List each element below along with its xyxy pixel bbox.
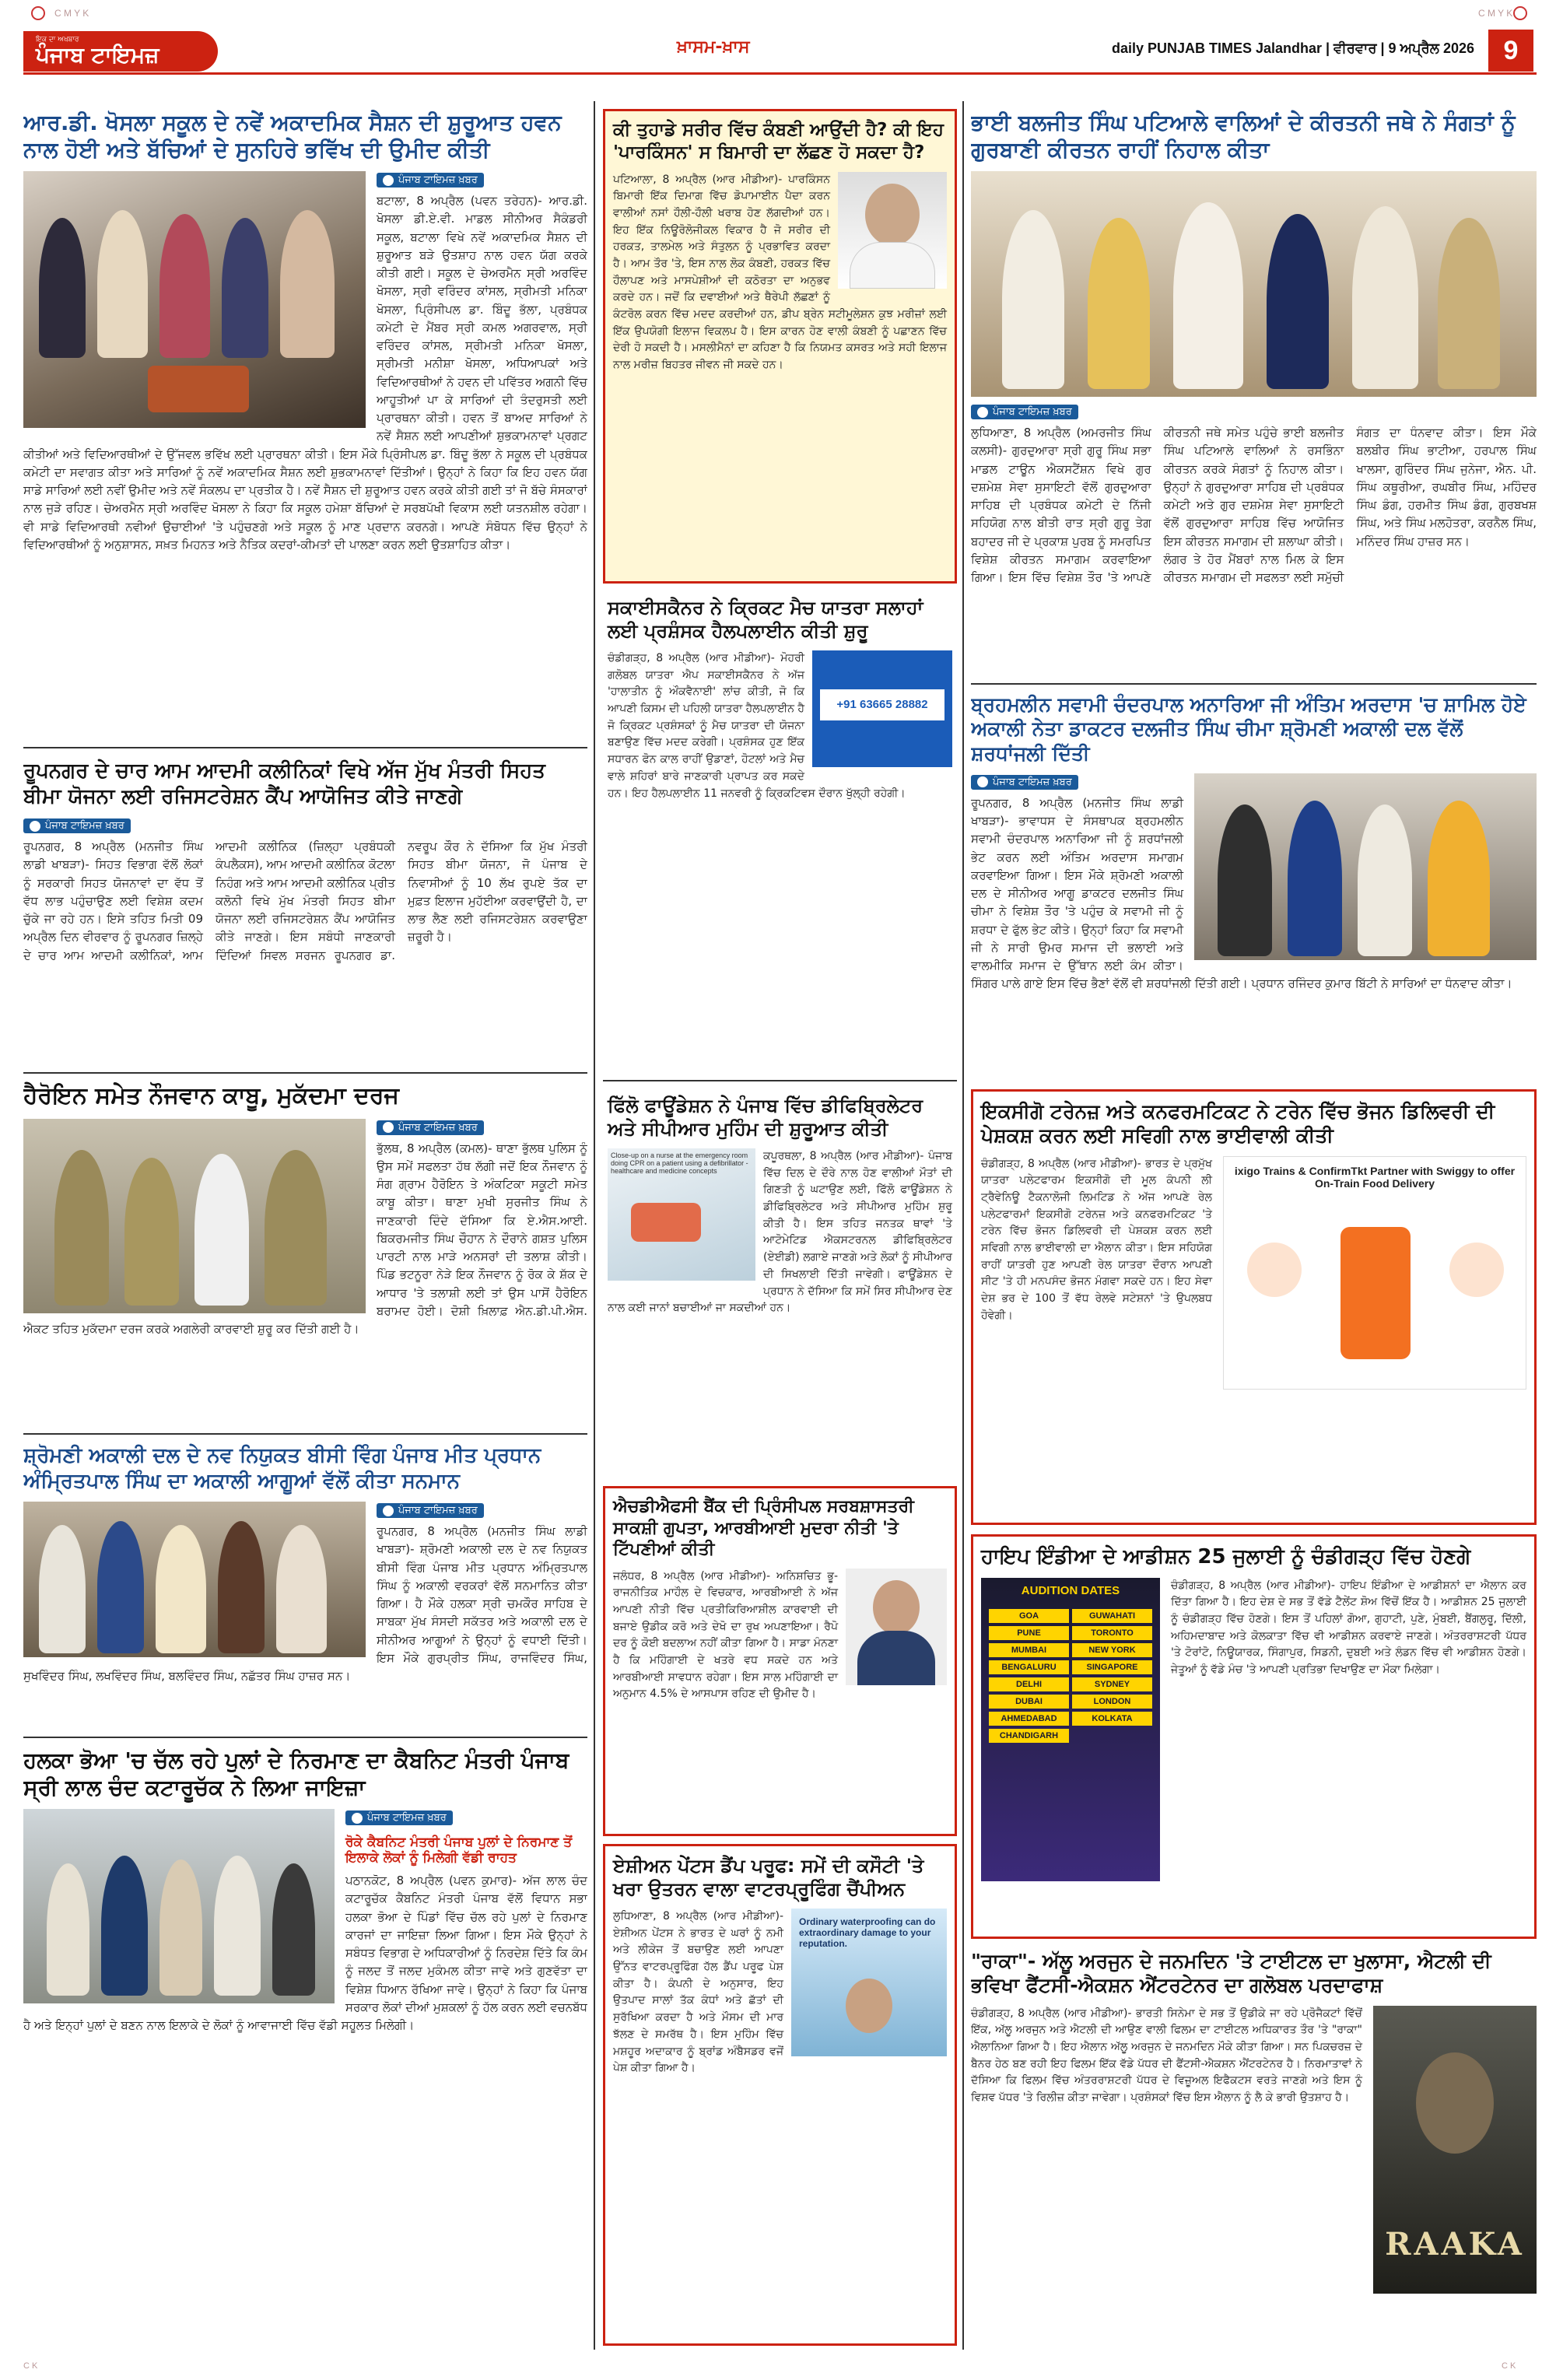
story-parkinson-body: ਪਟਿਆਲਾ, 8 ਅਪ੍ਰੈਲ (ਆਰ ਮੀਡੀਆ)- ਪਾਰਕਿੰਸਨ ਬਿਮਾਰੀ ਇੱਕ ਦਿਮਾਗ ਵਿੱਚ ਡੋਪਾਮਾਈਨ ਪੈਦਾ ਕਰਨ ਵਾਲੀਆਂ ਨਸਾਂ ਹੌਲੀ-ਹੌਲੀ ਖਰਾਬ ਹੋਣ ਲੱਗਦੀਆਂ ਹਨ। ਇਹ ਇੱਕ ਨਿਊਰੋਲੋਜੀਕਲ ਵਿਕਾਰ ਹੈ ਜੋ ਸਰੀਰ ਦੀ ਹਰਕਤ, ਤਾਲਮੇਲ ਅਤੇ ਸੰਤੁਲਨ ਨੂੰ ਪ੍ਰਭਾਵਿਤ ਕਰਦਾ ਹੈ। ਆਮ ਤੌਰ 'ਤੇ, ਇਸ ਨਾਲ ਲੋਕ ਕੰਬਣੀ, ਹਰਕਤ ਵਿੱਚ ਹੌਲਾਪਣ ਅਤੇ ਮਾਸਪੇਸ਼ੀਆਂ ਦੀ ਕਠੋਰਤਾ ਦਾ ਅਨੁਭਵ ਕਰਦੇ ਹਨ। ਜਦੋਂ ਕਿ ਦਵਾਈਆਂ ਅਤੇ ਥੈਰੇਪੀ ਲੱਛਣਾਂ ਨੂੰ ਕੰਟਰੋਲ ਕਰਨ ਵਿੱਚ ਮਦਦ ਕਰਦੀਆਂ ਹਨ, ਡੀਪ ਬ੍ਰੇਨ ਸਟੀਮੂਲੇਸ਼ਨ ਕੁਝ ਮਰੀਜ਼ਾਂ ਲਈ ਇੱਕ ਉਪਯੋਗੀ ਇਲਾਜ ਵਿਕਲਪ ਹੈ। ਇਸ ਕਾਰਨ ਹੋਣ ਵਾਲੀ ਕੰਬਣੀ ਨੂੰ ਪਛਾਣਨ ਵਿੱਚ ਦੇਰੀ ਹੋ ਸਕਦੀ ਹੈ। ਮਸਲੀਮੈਨਾਂ ਦਾ ਕਹਿਣਾ ਹੈ ਕਿ ਨਿਯਮਤ ਕਸਰਤ ਅਤੇ ਸਹੀ ਇਲਾਜ ਨਾਲ ਮਰੀਜ਼ ਬਿਹਤਰ ਜੀਵਨ ਜੀ ਸਕਦੇ ਹਨ। [613, 173, 947, 372]
newspaper-logo [23, 31, 218, 72]
hype-ad-title: AUDITION DATES [1021, 1583, 1120, 1597]
hype-city-mumbai: MUMBAI [989, 1643, 1069, 1657]
cmyk-tag-bottom-right: C K [1502, 2361, 1516, 2371]
story-tribute-body: ਰੂਪਨਗਰ, 8 ਅਪ੍ਰੈਲ (ਮਨਜੀਤ ਸਿੰਘ ਲਾਡੀ ਖਾਬੜਾ)- ਭਾਵਾਧਸ ਦੇ ਸੰਸਥਾਪਕ ਬ੍ਰਹਮਲੀਨ ਸਵਾਮੀ ਚੰਦਰਪਾਲ ਅਨਾਰਿਆ ਜੀ ਨੂੰ ਸ਼ਰਧਾਂਜਲੀ ਭੇਟ ਕਰਨ ਲਈ ਅੰਤਿਮ ਅਰਦਾਸ ਸਮਾਗਮ ਕਰਵਾਇਆ ਗਿਆ। ਇਸ ਮੌਕੇ ਸ਼੍ਰੋਮਣੀ ਅਕਾਲੀ ਦਲ ਦੇ ਸੀਨੀਅਰ ਆਗੂ ਡਾਕਟਰ ਦਲਜੀਤ ਸਿੰਘ ਚੀਮਾ ਨੇ ਵਿਸ਼ੇਸ਼ ਤੌਰ 'ਤੇ ਪਹੁੰਚ ਕੇ ਸਵਾਮੀ ਜੀ ਨੂੰ ਸ਼ਰਧਾ ਦੇ ਫੁੱਲ ਭੇਟ ਕੀਤੇ। ਉਨ੍ਹਾਂ ਕਿਹਾ ਕਿ ਸਵਾਮੀ ਜੀ ਨੇ ਸਾਰੀ ਉਮਰ ਸਮਾਜ ਦੀ ਭਲਾਈ ਅਤੇ ਵਾਲਮੀਕਿ ਸਮਾਜ ਦੇ ਉੱਥਾਨ ਲਈ ਕੰਮ ਕੀਤਾ। ਸਿੰਗਰ ਪਾਲੇ ਗਾਏ ਇਸ ਵਿੱਚ ਭੈਣਾਂ ਵੱਲੋਂ ਵੀ ਸ਼ਰਧਾਂਜਲੀ ਦਿੱਤੀ ਗਈ। ਪ੍ਰਧਾਨ ਰਜਿੰਦਰ ਕੁਮਾਰ ਬਿੱਟੀ ਨੇ ਸਾਰਿਆਂ ਦਾ ਧੰਨਵਾਦ ਕੀਤਾ। [971, 795, 1512, 991]
story-tribute [971, 692, 1537, 1081]
story-heroin-byline: ਪੰਜਾਬ ਟਾਇਮਜ਼ ਖ਼ਬਰ [377, 1120, 484, 1135]
story-akali-bc-byline: ਪੰਜਾਬ ਟਾਇਮਜ਼ ਖ਼ਬਰ [377, 1503, 484, 1518]
story-school-byline: ਪੰਜਾਬ ਟਾਇਮਜ਼ ਖ਼ਬਰ [377, 173, 484, 188]
story-bridges-headline: ਹਲਕਾ ਭੋਆ 'ਚ ਚੱਲ ਰਹੇ ਪੁਲਾਂ ਦੇ ਨਿਰਮਾਣ ਦਾ ਕੈਬਨਿਟ ਮੰਤਰੀ ਪੰਜਾਬ ਸ੍ਰੀ ਲਾਲ ਚੰਦ ਕਟਾਰੂਚੱਕ ਨੇ ਲਿਆ ਜਾਇਜ਼ਾ [23, 1747, 569, 1800]
story-school-body: ਬਟਾਲਾ, 8 ਅਪ੍ਰੈਲ (ਪਵਨ ਤਰੇਹਨ)- ਆਰ.ਡੀ. ਖੋਸਲਾ ਡੀ.ਏ.ਵੀ. ਮਾਡਲ ਸੀਨੀਅਰ ਸੈਕੰਡਰੀ ਸਕੂਲ, ਬਟਾਲਾ ਵਿਖੇ ਨਵੇਂ ਅਕਾਦਮਿਕ ਸੈਸ਼ਨ ਦੀ ਸ਼ੁਰੂਆਤ ਬੜੇ ਉਤਸ਼ਾਹ ਨਾਲ ਹਵਨ ਯੱਗ ਕਰਕੇ ਕੀਤੀ ਗਈ। ਸਕੂਲ ਦੇ ਚੇਅਰਮੈਨ ਸ੍ਰੀ ਅਰਵਿੰਦ ਖੋਸਲਾ, ਸ੍ਰੀ ਵਰਿੰਦਰ ਕਾਂਸਲ, ਸ੍ਰੀਮਤੀ ਮਨਿਕਾ ਖੋਸਲਾ, ਪ੍ਰਿੰਸੀਪਲ ਡਾ. ਬਿੰਦੂ ਭੱਲਾ, ਪ੍ਰਬੰਧਕ ਕਮੇਟੀ ਦੇ ਮੈਂਬਰ ਸ੍ਰੀ ਕਮਲ ਅਗਰਵਾਲ, ਸ੍ਰੀ ਵਰਿੰਦਰ ਕਾਂਸਲ, ਸ੍ਰੀਮਤੀ ਮਨਿਕਾ ਖੋਸਲਾ, ਸ੍ਰੀਮਤੀ ਮਨੀਸ਼ਾ ਖੋਸਲਾ, ਅਧਿਆਪਕਾਂ ਅਤੇ ਵਿਦਿਆਰਥੀਆਂ ਨੇ ਹਵਨ ਦੀ ਪਵਿੱਤਰ ਅਗਨੀ ਵਿੱਚ ਆਹੂਤੀਆਂ ਪਾ ਕੇ ਸਾਰਿਆਂ ਦੀ ਤੰਦਰੁਸਤੀ ਲਈ ਪ੍ਰਾਰਥਨਾ ਕੀਤੀ। ਹਵਨ ਤੋਂ ਬਾਅਦ ਸਾਰਿਆਂ ਨੇ ਨਵੇਂ ਸੈਸ਼ਨ ਲਈ ਆਪਣੀਆਂ ਸ਼ੁਭਕਾਮਨਾਵਾਂ ਪ੍ਰਗਟ ਕੀਤੀਆਂ ਅਤੇ ਵਿਦਿਆਰਥੀਆਂ ਦੇ ਉੱਜਵਲ ਭਵਿੱਖ ਲਈ ਪ੍ਰਾਰਥਨਾ ਕੀਤੀ। ਇਸ ਮੌਕੇ ਪ੍ਰਿੰਸੀਪਲ ਡਾ. ਬਿੰਦੂ ਭੱਲਾ ਨੇ ਸਕੂਲ ਦੀ ਪ੍ਰਬੰਧਕ ਕਮੇਟੀ ਦਾ ਸਵਾਗਤ ਕੀਤਾ ਅਤੇ ਸਾਰਿਆਂ ਨੂੰ ਨਵੇਂ ਅਕਾਦਮਿਕ ਸੈਸ਼ਨ ਲਈ ਸ਼ੁਭਕਾਮਨਾਵਾਂ ਦਿੱਤੀਆਂ। ਉਨ੍ਹਾਂ ਨੇ ਕਿਹਾ ਕਿ ਇਹ ਹਵਨ ਯੱਗ ਸਾਡੇ ਸਾਰਿਆਂ ਲਈ ਨਵੀਂ ਉਮੀਦ ਅਤੇ ਨਵੇਂ ਸੰਕਲਪ ਦਾ ਪ੍ਰਤੀਕ ਹੈ। ਨਵੇਂ ਸੈਸ਼ਨ ਦੀ ਸ਼ੁਰੂਆਤ ਹਵਨ ਕਰਕੇ ਕੀਤੀ ਗਈ ਤਾਂ ਜੋ ਬੱਚੇ ਸੰਸਕਾਰਾਂ ਨਾਲ ਜੁੜੇ ਰਹਿਣ। ਚੇਅਰਮੈਨ ਸ੍ਰੀ ਅਰਵਿੰਦ ਖੋਸਲਾ ਨੇ ਕਿਹਾ ਕਿ ਸਕੂਲ ਹਮੇਸ਼ਾ ਬੱਚਿਆਂ ਦੇ ਸਰਬਪੱਖੀ ਵਿਕਾਸ ਲਈ ਯਤਨਸ਼ੀਲ ਰਹੇਗਾ। ਵੀ ਸਾਡੇ ਵਿਦਿਆਰਥੀ ਨਵੀਆਂ ਉਚਾਈਆਂ 'ਤੇ ਪਹੁੰਚਣਗੇ ਅਤੇ ਸਕੂਲ ਨੂੰ ਮਾਣ ਪ੍ਰਦਾਨ ਕਰਨਗੇ। ਆਪਣੇ ਸੰਬੋਧਨ ਵਿੱਚ ਉਨ੍ਹਾਂ ਨੇ ਵਿਦਿਆਰਥੀਆਂ ਨੂੰ ਅਨੁਸ਼ਾਸਨ, ਸਖ਼ਤ ਮਿਹਨਤ ਅਤੇ ਨੈਤਿਕ ਕਦਰਾਂ-ਕੀਮਤਾਂ ਦੀ ਪਾਲਣਾ ਕਰਨ ਲਈ ਉਤਸ਼ਾਹਿਤ ਕੀਤਾ। [23, 194, 587, 552]
story-ixigo [971, 1089, 1537, 1525]
story-raaka-headline: "ਰਾਕਾ"- ਅੱਲੂ ਅਰਜੁਨ ਦੇ ਜਨਮਦਿਨ 'ਤੇ ਟਾਈਟਲ ਦਾ ਖੁਲਾਸਾ, ਐਟਲੀ ਦੀ ਭਵਿਖਾ ਫੈਂਟਸੀ-ਐਕਸ਼ਨ ਐਂਟਰਟੇਨਰ ਦਾ ਗਲੋਬਲ ਪਰਦਾਫਾਸ਼ [971, 1950, 1491, 1997]
hype-city-new-york: NEW YORK [1072, 1643, 1152, 1657]
hype-city-list [989, 1609, 1152, 1743]
story-heroin-headline: ਹੈਰੋਇਨ ਸਮੇਤ ਨੌਜਵਾਨ ਕਾਬੂ, ਮੁਕੱਦਮਾ ਦਰਜ [23, 1082, 400, 1109]
story-heroin [23, 1081, 587, 1428]
rule-akali-bc [23, 1737, 587, 1738]
story-akali-bc [23, 1443, 587, 1731]
story-bridges-photo [23, 1809, 335, 2003]
story-tribute-byline: ਪੰਜਾਬ ਟਾਇਮਜ਼ ਖ਼ਬਰ [971, 775, 1078, 790]
story-hdfc-photo [846, 1569, 947, 1685]
rule-scanner [603, 1080, 957, 1081]
cmyk-tag-left: C M Y K [54, 8, 89, 19]
story-raaka [971, 1949, 1537, 2346]
story-school-headline: ਆਰ.ਡੀ. ਖੋਸਲਾ ਸਕੂਲ ਦੇ ਨਵੇਂ ਅਕਾਦਮਿਕ ਸੈਸ਼ਨ ਦੀ ਸ਼ੁਰੂਆਤ ਹਵਨ ਨਾਲ ਹੋਈ ਅਤੇ ਬੱਚਿਆਂ ਦੇ ਸੁਨਹਿਰੇ ਭਵਿੱਖ ਦੀ ਉਮੀਦ ਕੀਤੀ [23, 110, 562, 163]
story-ixigo-headline: ਇਕਸੀਗੋ ਟਰੇਨਜ਼ ਅਤੇ ਕਨਫਰਮਟਿਕਟ ਨੇ ਟਰੇਨ ਵਿੱਚ ਭੋਜਨ ਡਿਲਿਵਰੀ ਦੀ ਪੇਸ਼ਕਸ਼ ਕਰਨ ਲਈ ਸਵਿਗੀ ਨਾਲ ਭਾਈਵਾਲੀ ਕੀਤੀ [981, 1100, 1495, 1148]
hype-city-delhi: DELHI [989, 1677, 1069, 1691]
story-kirtan-body: ਲੁਧਿਆਣਾ, 8 ਅਪ੍ਰੈਲ (ਅਮਰਜੀਤ ਸਿੰਘ ਕਲਸੀ)- ਗੁਰਦੁਆਰਾ ਸ੍ਰੀ ਗੁਰੂ ਸਿੰਘ ਸਭਾ ਮਾਡਲ ਟਾਊਨ ਐਕਸਟੈਂਸ਼ਨ ਵਿਖੇ ਗੁਰ ਦਸ਼ਮੇਸ਼ ਸੇਵਾ ਸੁਸਾਇਟੀ ਵੱਲੋਂ ਗੁਰਦੁਆਰਾ ਸਾਹਿਬ ਦੀ ਪ੍ਰਬੰਧਕ ਕਮੇਟੀ ਦੇ ਨਿੱਜੀ ਸਹਿਯੋਗ ਨਾਲ ਬੀਤੀ ਰਾਤ ਸ੍ਰੀ ਗੁਰੂ ਤੇਗ ਬਹਾਦਰ ਜੀ ਦੇ ਪ੍ਰਕਾਸ਼ ਪੁਰਬ ਨੂੰ ਸਮਰਪਿਤ ਵਿਸ਼ੇਸ਼ ਕੀਰਤਨ ਸਮਾਗਮ ਕਰਵਾਇਆ ਗਿਆ। ਇਸ ਵਿੱਚ ਵਿਸ਼ੇਸ਼ ਤੌਰ 'ਤੇ ਆਪਣੇ ਕੀਰਤਨੀ ਜਥੇ ਸਮੇਤ ਪਹੁੰਚੇ ਭਾਈ ਬਲਜੀਤ ਸਿੰਘ ਪਟਿਆਲੇ ਵਾਲਿਆਂ ਨੇ ਰਸਭਿੰਨਾ ਕੀਰਤਨ ਕਰਕੇ ਸੰਗਤਾਂ ਨੂੰ ਨਿਹਾਲ ਕੀਤਾ। ਉਨ੍ਹਾਂ ਨੇ ਗੁਰਦੁਆਰਾ ਸਾਹਿਬ ਦੀ ਪ੍ਰਬੰਧਕ ਕਮੇਟੀ ਅਤੇ ਗੁਰ ਦਸ਼ਮੇਸ਼ ਸੇਵਾ ਸੁਸਾਇਟੀ ਵੱਲੋਂ ਗੁਰਦੁਆਰਾ ਸਾਹਿਬ ਵਿੱਚ ਆਯੋਜਿਤ ਇਸ ਕੀਰਤਨ ਸਮਾਗਮ ਦੀ ਸ਼ਲਾਘਾ ਕੀਤੀ। ਲੰਗਰ ਤੇ ਹੋਰ ਮੈਂਬਰਾਂ ਨਾਲ ਮਿਲ ਕੇ ਇਸ ਕੀਰਤਨ ਸਮਾਗਮ ਦੀ ਸਫਲਤਾ ਲਈ ਸਮੁੱਚੀ ਸੰਗਤ ਦਾ ਧੰਨਵਾਦ ਕੀਤਾ। ਇਸ ਮੌਕੇ ਬਲਬੀਰ ਸਿੰਘ ਭਾਟੀਆ, ਹਰਪਾਲ ਸਿੰਘ ਖਾਲਸਾ, ਗੁਰਿੰਦਰ ਸਿੰਘ ਜੁਨੇਜਾ, ਐਨ. ਪੀ. ਸਿੰਘ ਕਥੂਰੀਆ, ਰਘਬੀਰ ਸਿੰਘ, ਮਹਿੰਦਰ ਸਿੰਘ ਡੰਗ, ਹਰਮੀਤ ਸਿੰਘ ਡੰਗ, ਗੁਰਬਖਸ਼ ਸਿੰਘ, ਅਤੇ ਸਿੰਘ ਮਲਹੋਤਰਾ, ਕਰਨੈਲ ਸਿੰਘ, ਮਨਿੰਦਰ ਸਿੰਘ ਹਾਜ਼ਰ ਸਨ। [971, 426, 1537, 584]
story-kirtan-byline: ਪੰਜਾਬ ਟਾਇਮਜ਼ ਖ਼ਬਰ [971, 405, 1078, 419]
story-scanner-photo [812, 650, 952, 767]
story-akali-bc-headline: ਸ਼੍ਰੋਮਣੀ ਅਕਾਲੀ ਦਲ ਦੇ ਨਵ ਨਿਯੁਕਤ ਬੀਸੀ ਵਿੰਗ ਪੰਜਾਬ ਮੀਤ ਪ੍ਰਧਾਨ ਅੰਮ੍ਰਿਤਪਾਲ ਸਿੰਘ ਦਾ ਅਕਾਲੀ ਆਗੂਆਂ ਵੱਲੋਂ ਕੀਤਾ ਸਨਮਾਨ [23, 1444, 541, 1493]
ixigo-ad-title: ixigo Trains & ConfirmTkt Partner with Swiggy to offer On-Train Food Delivery [1234, 1164, 1516, 1190]
hype-city-chandigarh: CHANDIGARH [989, 1729, 1069, 1743]
hype-city-goa: GOA [989, 1609, 1069, 1623]
story-tribute-photo [1194, 773, 1537, 960]
story-hype-india-headline: ਹਾਇਪ ਇੰਡੀਆ ਦੇ ਆਡੀਸ਼ਨ 25 ਜੁਲਾਈ ਨੂੰ ਚੰਡੀਗੜ੍ਹ ਵਿੱਚ ਹੋਣਗੇ [981, 1545, 1471, 1569]
story-asian-paints [603, 1844, 957, 2346]
registration-mark-right [1513, 6, 1527, 20]
rule-heroin [23, 1433, 587, 1435]
story-clinics-body: ਰੂਪਨਗਰ, 8 ਅਪ੍ਰੈਲ (ਮਨਜੀਤ ਸਿੰਘ ਲਾਡੀ ਖਾਬੜਾ)- ਸਿਹਤ ਵਿਭਾਗ ਵੱਲੋਂ ਲੋਕਾਂ ਨੂੰ ਸਰਕਾਰੀ ਸਿਹਤ ਯੋਜਨਾਵਾਂ ਦਾ ਵੱਧ ਤੋਂ ਵੱਧ ਲਾਭ ਪਹੁੰਚਾਉਣ ਲਈ ਵਿਸ਼ੇਸ਼ ਕਦਮ ਚੁੱਕੇ ਜਾ ਰਹੇ ਹਨ। ਇਸੇ ਤਹਿਤ ਮਿਤੀ 09 ਅਪ੍ਰੈਲ ਦਿਨ ਵੀਰਵਾਰ ਨੂੰ ਰੂਪਨਗਰ ਜ਼ਿਲ੍ਹੇ ਦੇ ਚਾਰ ਆਮ ਆਦਮੀ ਕਲੀਨਿਕਾਂ, ਆਮ ਆਦਮੀ ਕਲੀਨਿਕ (ਜ਼ਿਲ੍ਹਾ ਪ੍ਰਬੰਧਕੀ ਕੰਪਲੈਕਸ), ਆਮ ਆਦਮੀ ਕਲੀਨਿਕ ਕੋਟਲਾ ਨਿਹੰਗ ਅਤੇ ਆਮ ਆਦਮੀ ਕਲੀਨਿਕ ਪ੍ਰੀਤ ਕਲੋਨੀ ਵਿਖੇ ਮੁੱਖ ਮੰਤਰੀ ਸਿਹਤ ਬੀਮਾ ਯੋਜਨਾ ਲਈ ਰਜਿਸਟਰੇਸ਼ਨ ਕੈਂਪ ਆਯੋਜਿਤ ਕੀਤੇ ਜਾਣਗੇ। ਇਸ ਸਬੰਧੀ ਜਾਣਕਾਰੀ ਦਿੰਦਿਆਂ ਸਿਵਲ ਸਰਜਨ ਰੂਪਨਗਰ ਡਾ. ਨਵਰੂਪ ਕੌਰ ਨੇ ਦੱਸਿਆ ਕਿ ਮੁੱਖ ਮੰਤਰੀ ਸਿਹਤ ਬੀਮਾ ਯੋਜਨਾ, ਜੋ ਪੰਜਾਬ ਦੇ ਨਿਵਾਸੀਆਂ ਨੂੰ 10 ਲੱਖ ਰੁਪਏ ਤੱਕ ਦਾ ਮੁਫ਼ਤ ਇਲਾਜ ਮੁਹੱਈਆ ਕਰਵਾਉਂਦੀ ਹੈ, ਦਾ ਲਾਭ ਲੈਣ ਲਈ ਰਜਿਸਟਰੇਸ਼ਨ ਕਰਵਾਉਣਾ ਜ਼ਰੂਰੀ ਹੈ। [23, 839, 587, 962]
scanner-phone: +91 63665 28882 [820, 689, 944, 720]
story-hype-india [971, 1534, 1537, 1939]
page-number: 9 [1488, 30, 1533, 72]
story-clinics [23, 759, 587, 1066]
section-title: ਖ਼ਾਸਮ-ਖ਼ਾਸ [677, 37, 750, 57]
story-parkinson-photo [838, 172, 947, 289]
hype-city-london: LONDON [1072, 1695, 1152, 1709]
story-tribute-headline: ਬ੍ਰਹਮਲੀਨ ਸਵਾਮੀ ਚੰਦਰਪਾਲ ਅਨਾਰਿਆ ਜੀ ਅੰਤਿਮ ਅਰਦਾਸ 'ਚ ਸ਼ਾਮਿਲ ਹੋਏ ਅਕਾਲੀ ਨੇਤਾ ਡਾਕਟਰ ਦਲਜੀਤ ਸਿੰਘ ਚੀਮਾ ਸ਼੍ਰੋਮਣੀ ਅਕਾਲੀ ਦਲ ਵੱਲੋਂ ਸ਼ਰਧਾਂਜਲੀ ਦਿੱਤੀ [971, 693, 1526, 765]
hype-city-toronto: TORONTO [1072, 1626, 1152, 1640]
dateline: daily PUNJAB TIMES Jalandhar | ਵੀਰਵਾਰ | 9 ਅਪ੍ਰੈਲ 2026 [1111, 40, 1474, 56]
hype-city-ahmedabad: AHMEDABAD [989, 1712, 1069, 1726]
story-bridges-quote: ਰੋਕੇ ਕੈਬਨਿਟ ਮੰਤਰੀ ਪੰਜਾਬ ਪੁਲਾਂ ਦੇ ਨਿਰਮਾਣ ਤੋਂ ਇਲਾਕੇ ਲੋਕਾਂ ਨੂੰ ਮਿਲੇਗੀ ਵੱਡੀ ਰਾਹਤ [23, 1835, 587, 1866]
rule-kirtan [971, 683, 1537, 685]
cmyk-tag-right: C M Y K [1478, 8, 1513, 19]
story-ixigo-body: ਚੰਡੀਗੜ੍ਹ, 8 ਅਪ੍ਰੈਲ (ਆਰ ਮੀਡੀਆ)- ਭਾਰਤ ਦੇ ਪ੍ਰਮੁੱਖ ਯਾਤਰਾ ਪਲੇਟਫਾਰਮ ਇਕਸੀਗੋ ਦੀ ਮੂਲ ਕੰਪਨੀ ਲੀ ਟ੍ਰੈਵੇਨਿਊ ਟੈਕਨਾਲੋਜੀ ਲਿਮਟਿਡ ਨੇ ਅੱਜ ਆਪਣੇ ਰੇਲ ਪਲੇਟਫਾਰਮਾਂ ਇਕਸੀਗੋ ਟਰੇਨਜ਼ ਅਤੇ ਕਨਫਰਮਟਿਕਟ 'ਤੇ ਟਰੇਨ ਵਿੱਚ ਭੋਜਨ ਡਿਲਿਵਰੀ ਦੀ ਪੇਸ਼ਕਸ਼ ਕਰਨ ਲਈ ਸਵਿਗੀ ਨਾਲ ਭਾਈਵਾਲੀ ਦਾ ਐਲਾਨ ਕੀਤਾ। ਇਸ ਸਹਿਯੋਗ ਰਾਹੀਂ ਯਾਤਰੀ ਹੁਣ ਆਪਣੀ ਰੇਲ ਯਾਤਰਾ ਦੌਰਾਨ ਆਪਣੀ ਸੀਟ 'ਤੇ ਹੀ ਮਨਪਸੰਦ ਭੋਜਨ ਮੰਗਵਾ ਸਕਦੇ ਹਨ। ਇਹ ਸੇਵਾ ਦੇਸ਼ ਭਰ ਦੇ 100 ਤੋਂ ਵੱਧ ਰੇਲਵੇ ਸਟੇਸ਼ਨਾਂ 'ਤੇ ਉਪਲਬਧ ਹੋਵੇਗੀ। [981, 1157, 1212, 1322]
hype-city-singapore: SINGAPORE [1072, 1660, 1152, 1674]
story-scanner-body: ਚੰਡੀਗੜ੍ਹ, 8 ਅਪ੍ਰੈਲ (ਆਰ ਮੀਡੀਆ)- ਮੋਹਰੀ ਗਲੋਬਲ ਯਾਤਰਾ ਐਪ ਸਕਾਈਸਕੈਨਰ ਨੇ ਅੱਜ 'ਹਾਲਾਤੀਨ ਨੂੰ ਔਕਵੈਨਾਈ' ਲਾਂਚ ਕੀਤੀ, ਜੋ ਕਿ ਆਪਣੀ ਕਿਸਮ ਦੀ ਪਹਿਲੀ ਯਾਤਰਾ ਹੈਲਪਲਾਈਨ ਹੈ ਜੋ ਕ੍ਰਿਕਟ ਪ੍ਰਸ਼ੰਸਕਾਂ ਨੂੰ ਮੈਚ ਯਾਤਰਾ ਦੀ ਯੋਜਨਾ ਬਣਾਉਣ ਵਿੱਚ ਮਦਦ ਕਰੇਗੀ। ਪ੍ਰਸ਼ੰਸਕ ਹੁਣ ਇੱਕ ਸਧਾਰਨ ਫੋਨ ਕਾਲ ਰਾਹੀਂ ਉਡਾਣਾਂ, ਹੋਟਲਾਂ ਅਤੇ ਮੈਚ ਵਾਲੇ ਸ਼ਹਿਰਾਂ ਬਾਰੇ ਜਾਣਕਾਰੀ ਪ੍ਰਾਪਤ ਕਰ ਸਕਦੇ ਹਨ। ਇਹ ਹੈਲਪਲਾਈਨ 11 ਜਨਵਰੀ ਨੂੰ ਕ੍ਰਿਕਟਿਵਸ ਦੌਰਾਨ ਖੁੱਲ੍ਹੀ ਰਹੇਗੀ। [608, 652, 906, 800]
rule-school [23, 747, 587, 748]
story-defib-body: ਕਪੂਰਥਲਾ, 8 ਅਪ੍ਰੈਲ (ਆਰ ਮੀਡੀਆ)- ਪੰਜਾਬ ਵਿੱਚ ਦਿਲ ਦੇ ਦੌਰੇ ਨਾਲ ਹੋਣ ਵਾਲੀਆਂ ਮੌਤਾਂ ਦੀ ਗਿਣਤੀ ਨੂੰ ਘਟਾਉਣ ਲਈ, ਫਿੱਲੋ ਫਾਊਂਡੇਸ਼ਨ ਨੇ ਡੀਫਿਬ੍ਰਿਲੇਟਰ ਅਤੇ ਸੀਪੀਆਰ ਮੁਹਿੰਮ ਸ਼ੁਰੂ ਕੀਤੀ ਹੈ। ਇਸ ਤਹਿਤ ਜਨਤਕ ਥਾਵਾਂ 'ਤੇ ਆਟੋਮੇਟਿਡ ਐਕਸਟਰਨਲ ਡੀਫਿਬ੍ਰਿਲੇਟਰ (ਏਈਡੀ) ਲਗਾਏ ਜਾਣਗੇ ਅਤੇ ਲੋਕਾਂ ਨੂੰ ਸੀਪੀਆਰ ਦੀ ਸਿਖਲਾਈ ਦਿੱਤੀ ਜਾਵੇਗੀ। ਫਾਊਂਡੇਸ਼ਨ ਦੇ ਪ੍ਰਧਾਨ ਨੇ ਦੱਸਿਆ ਕਿ ਸਮੇਂ ਸਿਰ ਸੀਪੀਆਰ ਦੇਣ ਨਾਲ ਕਈ ਜਾਨਾਂ ਬਚਾਈਆਂ ਜਾ ਸਕਦੀਆਂ ਹਨ। [608, 1150, 952, 1315]
hype-city-bengaluru: BENGALURU [989, 1660, 1069, 1674]
column-rule-1 [594, 101, 595, 2350]
story-hype-india-ad [981, 1578, 1160, 1881]
story-hdfc-body: ਜਲੰਧਰ, 8 ਅਪ੍ਰੈਲ (ਆਰ ਮੀਡੀਆ)- ਅਨਿਸ਼ਚਿਤ ਭੂ-ਰਾਜਨੀਤਿਕ ਮਾਹੌਲ ਦੇ ਵਿਚਕਾਰ, ਆਰਬੀਆਈ ਨੇ ਅੱਜ ਆਪਣੀ ਨੀਤੀ ਵਿੱਚ ਪ੍ਰਤੀਕਿਰਿਆਸ਼ੀਲ ਕਾਰਵਾਈ ਦੀ ਬਜਾਏ ਉਡੀਕ ਕਰੋ ਅਤੇ ਦੇਖੋ ਦਾ ਰੁਖ ਅਪਣਾਇਆ। ਰੈਪੋ ਦਰ ਨੂੰ ਕੋਈ ਬਦਲਾਅ ਨਹੀਂ ਕੀਤਾ ਗਿਆ ਹੈ। ਸਾਡਾ ਮੰਨਣਾ ਹੈ ਕਿ ਮਹਿੰਗਾਈ ਦੇ ਖਤਰੇ ਵਧ ਸਕਦੇ ਹਨ ਅਤੇ ਆਰਬੀਆਈ ਸਾਵਧਾਨ ਰਹੇਗਾ। ਇਸ ਸਾਲ ਮਹਿੰਗਾਈ ਦਾ ਅਨੁਮਾਨ 4.5% ਦੇ ਆਸਪਾਸ ਰਹਿਣ ਦੀ ਉਮੀਦ ਹੈ। [613, 1569, 838, 1701]
ixigo-phone-icon [1340, 1227, 1411, 1359]
story-raaka-poster [1373, 2006, 1537, 2294]
story-akali-bc-photo [23, 1502, 366, 1657]
print-registration-strip [0, 0, 1556, 28]
story-raaka-body: ਚੰਡੀਗੜ੍ਹ, 8 ਅਪ੍ਰੈਲ (ਆਰ ਮੀਡੀਆ)- ਭਾਰਤੀ ਸਿਨੇਮਾ ਦੇ ਸਭ ਤੋਂ ਉਡੀਕੇ ਜਾ ਰਹੇ ਪ੍ਰੋਜੈਕਟਾਂ ਵਿੱਚੋਂ ਇੱਕ, ਅੱਲੂ ਅਰਜੁਨ ਅਤੇ ਐਟਲੀ ਦੀ ਆਉਣ ਵਾਲੀ ਫਿਲਮ ਦਾ ਟਾਈਟਲ ਅਧਿਕਾਰਤ ਤੌਰ 'ਤੇ "ਰਾਕਾ" ਐਲਾਨਿਆ ਗਿਆ ਹੈ। ਇਹ ਐਲਾਨ ਅੱਲੂ ਅਰਜੁਨ ਦੇ ਜਨਮਦਿਨ ਮੌਕੇ ਕੀਤਾ ਗਿਆ। ਸਨ ਪਿਕਚਰਜ਼ ਦੇ ਬੈਨਰ ਹੇਠ ਬਣ ਰਹੀ ਇਹ ਫਿਲਮ ਇੱਕ ਵੱਡੇ ਪੱਧਰ ਦੀ ਫੈਂਟਸੀ-ਐਕਸ਼ਨ ਐਂਟਰਟੇਨਰ ਹੈ। ਨਿਰਮਾਤਾਵਾਂ ਨੇ ਦੱਸਿਆ ਕਿ ਫਿਲਮ ਵਿੱਚ ਅੰਤਰਰਾਸ਼ਟਰੀ ਪੱਧਰ ਦੇ ਵਿਜ਼ੂਅਲ ਇਫੈਕਟਸ ਵਰਤੇ ਜਾਣਗੇ ਅਤੇ ਇਸ ਨੂੰ ਵਿਸ਼ਵ ਪੱਧਰ 'ਤੇ ਰਿਲੀਜ਼ ਕੀਤਾ ਜਾਵੇਗਾ। ਪ੍ਰਸ਼ੰਸਕਾਂ ਵਿੱਚ ਇਸ ਐਲਾਨ ਨੂੰ ਲੈ ਕੇ ਭਾਰੀ ਉਤਸ਼ਾਹ ਹੈ। [971, 2007, 1362, 2104]
story-asian-paints-ad [791, 1909, 947, 2056]
cmyk-tag-bottom-left: C K [23, 2361, 38, 2371]
story-scanner-headline: ਸਕਾਈਸਕੈਨਰ ਨੇ ਕ੍ਰਿਕਟ ਮੈਚ ਯਾਤਰਾ ਸਲਾਹਾਂ ਲਈ ਪ੍ਰਸ਼ੰਸਕ ਹੈਲਪਲਾਈਨ ਕੀਤੀ ਸ਼ੁਰੂ [608, 597, 923, 642]
raaka-poster-title: RAAKA [1385, 2225, 1525, 2263]
rule-clinics [23, 1072, 587, 1074]
story-hdfc-headline: ਐਚਡੀਐਫਸੀ ਬੈਂਕ ਦੀ ਪ੍ਰਿੰਸੀਪਲ ਸਰਬਸ਼ਾਸਤਰੀ ਸਾਕਸ਼ੀ ਗੁਪਤਾ, ਆਰਬੀਆਈ ਮੁਦਰਾ ਨੀਤੀ 'ਤੇ ਟਿੱਪਣੀਆਂ ਕੀਤੀ [613, 1497, 914, 1559]
story-parkinson [603, 109, 957, 584]
story-asian-paints-body: ਲੁਧਿਆਣਾ, 8 ਅਪ੍ਰੈਲ (ਆਰ ਮੀਡੀਆ)- ਏਸ਼ੀਅਨ ਪੇਂਟਸ ਨੇ ਭਾਰਤ ਦੇ ਘਰਾਂ ਨੂੰ ਨਮੀ ਅਤੇ ਲੀਕੇਜ ਤੋਂ ਬਚਾਉਣ ਲਈ ਆਪਣਾ ਉੱਨਤ ਵਾਟਰਪ੍ਰੂਫਿੰਗ ਹੱਲ ਡੈਂਪ ਪਰੂਫ ਪੇਸ਼ ਕੀਤਾ ਹੈ। ਕੰਪਨੀ ਦੇ ਅਨੁਸਾਰ, ਇਹ ਉਤਪਾਦ ਸਾਲਾਂ ਤੱਕ ਕੰਧਾਂ ਅਤੇ ਛੱਤਾਂ ਦੀ ਸੁਰੱਖਿਆ ਕਰਦਾ ਹੈ ਅਤੇ ਮੌਸਮ ਦੀ ਮਾਰ ਝੱਲਣ ਦੇ ਸਮਰੱਥ ਹੈ। ਇਸ ਮੁਹਿੰਮ ਵਿੱਚ ਮਸ਼ਹੂਰ ਅਦਾਕਾਰ ਨੂੰ ਬ੍ਰਾਂਡ ਅੰਬੈਸਡਰ ਵਜੋਂ ਪੇਸ਼ ਕੀਤਾ ਗਿਆ ਹੈ। [613, 1910, 783, 2075]
story-defib-photo [608, 1148, 755, 1281]
story-kirtan-headline: ਭਾਈ ਬਲਜੀਤ ਸਿੰਘ ਪਟਿਆਲੇ ਵਾਲਿਆਂ ਦੇ ਕੀਰਤਨੀ ਜਥੇ ਨੇ ਸੰਗਤਾਂ ਨੂੰ ਗੁਰਬਾਣੀ ਕੀਰਤਨ ਰਾਹੀਂ ਨਿਹਾਲ ਕੀਤਾ [971, 110, 1516, 163]
hype-city-sydney: SYDNEY [1072, 1677, 1152, 1691]
hype-city-guwahati: GUWAHATI [1072, 1609, 1152, 1623]
story-ixigo-ad [1223, 1156, 1526, 1390]
story-kirtan [971, 109, 1537, 677]
story-school-photo [23, 171, 366, 428]
defib-caption: Close-up on a nurse at the emergency room doing CPR on a patient using a defibrillator - healthcare and medicine concepts [611, 1151, 748, 1175]
story-heroin-photo [23, 1119, 366, 1313]
story-asian-paints-headline: ਏਸ਼ੀਅਨ ਪੇਂਟਸ ਡੈਂਪ ਪਰੂਫ: ਸਮੇਂ ਦੀ ਕਸੌਟੀ 'ਤੇ ਖਰਾ ਉਤਰਨ ਵਾਲਾ ਵਾਟਰਪ੍ਰੂਫਿੰਗ ਚੈਂਪੀਅਨ [613, 1855, 924, 1900]
story-scanner [603, 591, 957, 1074]
story-heroin-body: ਭੁੱਲਥ, 8 ਅਪ੍ਰੈਲ (ਕਮਲ)- ਥਾਣਾ ਭੁੱਲਥ ਪੁਲਿਸ ਨੂੰ ਉਸ ਸਮੇਂ ਸਫਲਤਾ ਹੱਥ ਲੱਗੀ ਜਦੋਂ ਇਕ ਨੌਜਵਾਨ ਨੂੰ ਸੰਗ ਗ੍ਰਾਮ ਹੈਰੋਇਨ ਤੇ ਅੰਕਟਿਕਾ ਸਕੂਟੀ ਸਮੇਤ ਕਾਬੂ ਕੀਤਾ। ਥਾਣਾ ਮੁਖੀ ਸੁਰਜੀਤ ਸਿੰਘ ਨੇ ਜਾਣਕਾਰੀ ਦਿੰਦੇ ਦੱਸਿਆ ਕਿ ਏ.ਐਸ.ਆਈ. ਬਿਕਰਮਜੀਤ ਸਿੰਘ ਚੌਹਾਨ ਨੇ ਦੌਰਾਨੇ ਗਸ਼ਤ ਪੁਲਿਸ ਪਾਰਟੀ ਨਾਲ ਮਾੜੇ ਅਨਸਰਾਂ ਦੀ ਤਲਾਸ਼ ਕੀਤੀ। ਪਿੰਡ ਭਟਨੂਰਾ ਨੇੜੇ ਇਕ ਨੌਜਵਾਨ ਨੂੰ ਰੋਕ ਕੇ ਸ਼ੱਕ ਦੇ ਆਧਾਰ 'ਤੇ ਤਲਾਸ਼ੀ ਲਈ ਤਾਂ ਉਸ ਪਾਸੋਂ ਹੈਰੋਇਨ ਬਰਾਮਦ ਹੋਈ। ਦੋਸ਼ੀ ਖ਼ਿਲਾਫ਼ ਐਨ.ਡੀ.ਪੀ.ਐਸ. ਐਕਟ ਤਹਿਤ ਮੁਕੱਦਮਾ ਦਰਜ ਕਰਕੇ ਅਗਲੇਰੀ ਕਾਰਵਾਈ ਸ਼ੁਰੂ ਕਰ ਦਿੱਤੀ ਗਈ ਹੈ। [23, 1141, 587, 1336]
hype-city-pune: PUNE [989, 1626, 1069, 1640]
story-bridges [23, 1747, 587, 2346]
story-defib-headline: ਫਿੱਲੋ ਫਾਊਂਡੇਸ਼ਨ ਨੇ ਪੰਜਾਬ ਵਿੱਚ ਡੀਫਿਬ੍ਰਿਲੇਟਰ ਅਤੇ ਸੀਪੀਆਰ ਮੁਹਿੰਮ ਦੀ ਸ਼ੁਰੂਆਤ ਕੀਤੀ [608, 1095, 923, 1140]
story-hype-india-body: ਚੰਡੀਗੜ੍ਹ, 8 ਅਪ੍ਰੈਲ (ਆਰ ਮੀਡੀਆ)- ਹਾਇਪ ਇੰਡੀਆ ਦੇ ਆਡੀਸ਼ਨਾਂ ਦਾ ਐਲਾਨ ਕਰ ਦਿੱਤਾ ਗਿਆ ਹੈ। ਇਹ ਦੇਸ਼ ਦੇ ਸਭ ਤੋਂ ਵੱਡੇ ਟੈਲੇਂਟ ਸ਼ੋਅ ਵਿੱਚੋਂ ਇੱਕ ਹੈ। ਆਡੀਸ਼ਨ 25 ਜੁਲਾਈ ਨੂੰ ਚੰਡੀਗੜ੍ਹ ਵਿੱਚ ਹੋਣਗੇ। ਇਸ ਤੋਂ ਪਹਿਲਾਂ ਗੋਆ, ਗੁਹਾਟੀ, ਪੁਣੇ, ਮੁੰਬਈ, ਬੈਂਗਲੁਰੂ, ਦਿੱਲੀ, ਅਹਿਮਦਾਬਾਦ ਅਤੇ ਕੋਲਕਾਤਾ ਵਿੱਚ ਵੀ ਆਡੀਸ਼ਨ ਕਰਵਾਏ ਜਾਣਗੇ। ਅੰਤਰਰਾਸ਼ਟਰੀ ਪੱਧਰ 'ਤੇ ਟੋਰਾਂਟੋ, ਨਿਊਯਾਰਕ, ਸਿੰਗਾਪੁਰ, ਸਿਡਨੀ, ਦੁਬਈ ਅਤੇ ਲੰਡਨ ਵਿੱਚ ਵੀ ਆਡੀਸ਼ਨ ਹੋਣਗੇ। ਜੇਤੂਆਂ ਨੂੰ ਵੱਡੇ ਮੰਚ 'ਤੇ ਆਪਣੀ ਪ੍ਰਤਿਭਾ ਦਿਖਾਉਣ ਦਾ ਮੌਕਾ ਮਿਲੇਗਾ। [1171, 1579, 1526, 1676]
story-kirtan-photo [971, 171, 1537, 397]
story-parkinson-headline: ਕੀ ਤੁਹਾਡੇ ਸਰੀਰ ਵਿੱਚ ਕੰਬਣੀ ਆਉਂਦੀ ਹੈ? ਕੀ ਇਹ 'ਪਾਰਕਿੰਸਨ' ਸ ਬਿਮਾਰੀ ਦਾ ਲੱਛਣ ਹੋ ਸਕਦਾ ਹੈ? [613, 120, 944, 163]
masthead [23, 28, 1537, 75]
logo-tagline: ਇਕ ਦਾ ਅਖਬਾਰ [36, 36, 79, 44]
story-bridges-byline: ਪੰਜਾਬ ਟਾਇਮਜ਼ ਖ਼ਬਰ [345, 1810, 453, 1825]
story-school [23, 109, 587, 739]
story-akali-bc-body: ਰੂਪਨਗਰ, 8 ਅਪ੍ਰੈਲ (ਮਨਜੀਤ ਸਿੰਘ ਲਾਡੀ ਖਾਬੜਾ)- ਸ਼੍ਰੋਮਣੀ ਅਕਾਲੀ ਦਲ ਦੇ ਨਵ ਨਿਯੁਕਤ ਬੀਸੀ ਵਿੰਗ ਪੰਜਾਬ ਮੀਤ ਪ੍ਰਧਾਨ ਅੰਮ੍ਰਿਤਪਾਲ ਸਿੰਘ ਨੂੰ ਅਕਾਲੀ ਵਰਕਰਾਂ ਵੱਲੋਂ ਸਨਮਾਨਿਤ ਕੀਤਾ ਗਿਆ। ਹੈ ਮੌਕੇ ਹਲਕਾ ਸ੍ਰੀ ਚਮਕੌਰ ਸਾਹਿਬ ਦੇ ਸਾਬਕਾ ਮੁੱਖ ਸੰਸਦੀ ਸਕੱਤਰ ਅਤੇ ਅਕਾਲੀ ਦਲ ਦੇ ਸੀਨੀਅਰ ਆਗੂਆਂ ਨੇ ਉਨ੍ਹਾਂ ਨੂੰ ਵਧਾਈ ਦਿੱਤੀ। ਇਸ ਮੌਕੇ ਗੁਰਪ੍ਰੀਤ ਸਿੰਘ, ਰਾਜਵਿੰਦਰ ਸਿੰਘ, ਸੁਖਵਿੰਦਰ ਸਿੰਘ, ਲਖਵਿੰਦਰ ਸਿੰਘ, ਬਲਵਿੰਦਰ ਸਿੰਘ, ਨਛੱਤਰ ਸਿੰਘ ਹਾਜ਼ਰ ਸਨ। [23, 1524, 587, 1683]
registration-mark-left [31, 6, 45, 20]
story-hdfc [603, 1486, 957, 1836]
story-defib [603, 1089, 957, 1478]
hype-city-dubai: DUBAI [989, 1695, 1069, 1709]
story-clinics-headline: ਰੂਪਨਗਰ ਦੇ ਚਾਰ ਆਮ ਆਦਮੀ ਕਲੀਨਿਕਾਂ ਵਿਖੇ ਅੱਜ ਮੁੱਖ ਮੰਤਰੀ ਸਿਹਤ ਬੀਮਾ ਯੋਜਨਾ ਲਈ ਰਜਿਸਟਰੇਸ਼ਨ ਕੈਂਪ ਆਯੋਜਿਤ ਕੀਤੇ ਜਾਣਗੇ [23, 759, 545, 808]
story-bridges-body: ਪਠਾਨਕੋਟ, 8 ਅਪ੍ਰੈਲ (ਪਵਨ ਕੁਮਾਰ)- ਅੱਜ ਲਾਲ ਚੰਦ ਕਟਾਰੂਚੱਕ ਕੈਬਨਿਟ ਮੰਤਰੀ ਪੰਜਾਬ ਵੱਲੋਂ ਵਿਧਾਨ ਸਭਾ ਹਲਕਾ ਭੋਆ ਦੇ ਪਿੰਡਾਂ ਵਿੱਚ ਚੱਲ ਰਹੇ ਪੁਲਾਂ ਦੇ ਨਿਰਮਾਣ ਕਾਰਜਾਂ ਦਾ ਜਾਇਜ਼ਾ ਲਿਆ ਗਿਆ। ਇਸ ਮੌਕੇ ਉਨ੍ਹਾਂ ਨੇ ਸਬੰਧਤ ਵਿਭਾਗ ਦੇ ਅਧਿਕਾਰੀਆਂ ਨੂੰ ਨਿਰਦੇਸ਼ ਦਿੱਤੇ ਕਿ ਕੰਮ ਨੂੰ ਜਲਦ ਤੋਂ ਜਲਦ ਮੁਕੰਮਲ ਕੀਤਾ ਜਾਵੇ ਅਤੇ ਗੁਣਵੱਤਾ ਦਾ ਵਿਸ਼ੇਸ਼ ਧਿਆਨ ਰੱਖਿਆ ਜਾਵੇ। ਉਨ੍ਹਾਂ ਨੇ ਕਿਹਾ ਕਿ ਪੰਜਾਬ ਸਰਕਾਰ ਲੋਕਾਂ ਦੀਆਂ ਮੁਸ਼ਕਲਾਂ ਨੂੰ ਹੱਲ ਕਰਨ ਲਈ ਵਚਨਬੱਧ ਹੈ ਅਤੇ ਇਨ੍ਹਾਂ ਪੁਲਾਂ ਦੇ ਬਣਨ ਨਾਲ ਇਲਾਕੇ ਦੇ ਲੋਕਾਂ ਨੂੰ ਆਵਾਜਾਈ ਵਿੱਚ ਵੱਡੀ ਸਹੂਲਤ ਮਿਲੇਗੀ। [23, 1874, 587, 2032]
story-clinics-byline: ਪੰਜਾਬ ਟਾਇਮਜ਼ ਖ਼ਬਰ [23, 818, 131, 833]
hype-city-kolkata: KOLKATA [1072, 1712, 1152, 1726]
asian-paints-ad-text: Ordinary waterproofing can do extraordinary damage to your reputation. [799, 1916, 936, 1949]
column-rule-2 [962, 101, 964, 2350]
logo-name: ਪੰਜਾਬ ਟਾਇਮਜ਼ [36, 42, 159, 68]
